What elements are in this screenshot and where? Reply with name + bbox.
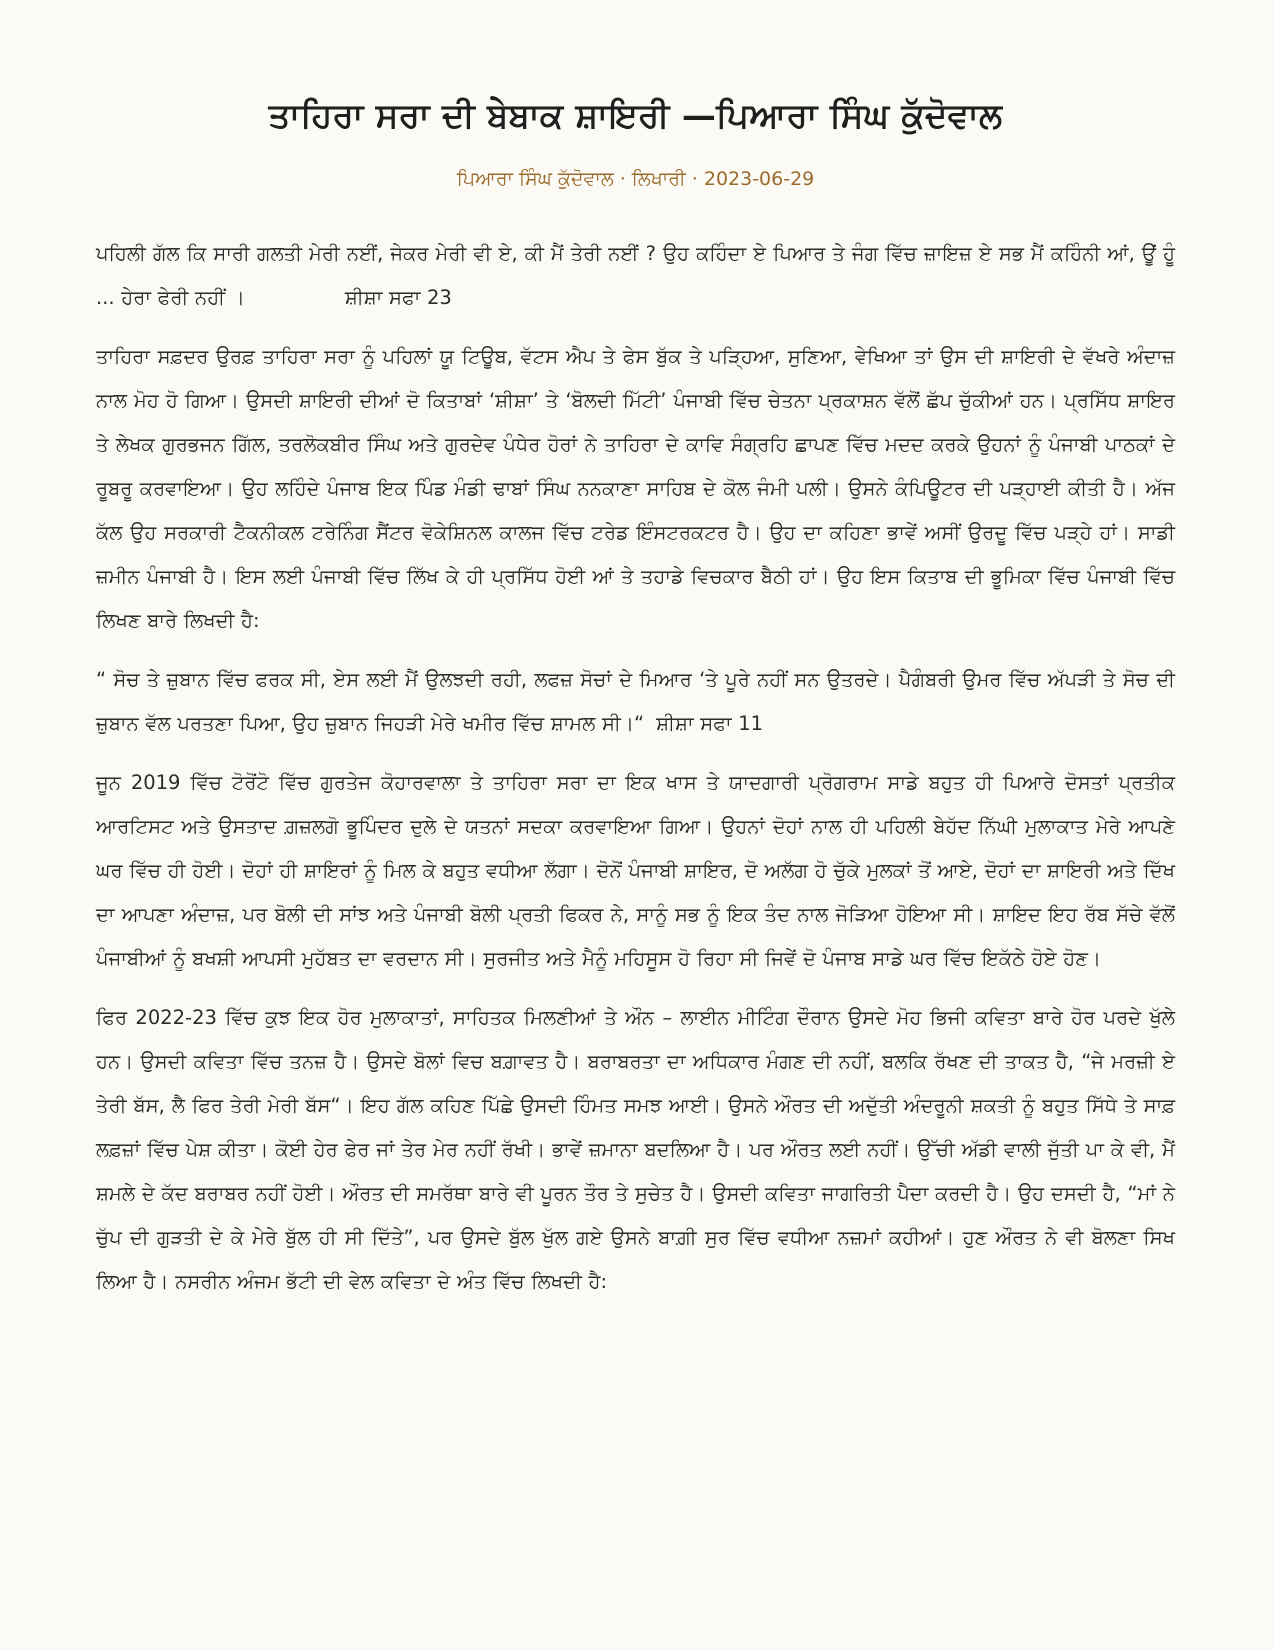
paragraph-toronto-meeting: ਜੂਨ 2019 ਵਿੱਚ ਟੋਰੋਂਟੋ ਵਿੱਚ ਗੁਰਤੇਜ ਕੋਹਾਰਵਾਲਾ ਤੇ ਤਾਹਿਰਾ ਸਰਾ ਦਾ ਇਕ ਖਾਸ ਤੇ ਯਾਦਗਾਰੀ ਪ੍ਰੋਗਰਾਮ ਸਾਡੇ ਬਹੁਤ ਹੀ ਪਿਆਰੇ ਦੋਸਤਾਂ ਪ੍ਰਤੀਕ ਆਰਟਿਸਟ ਅਤੇ ਉਸਤਾਦ ਗ਼ਜ਼ਲਗੋ ਭੂਪਿੰਦਰ ਦੁਲੇ ਦੇ ਯਤਨਾਂ ਸਦਕਾ ਕਰਵਾਇਆ ਗਿਆ। ਉਹਨਾਂ ਦੋਹਾਂ ਨਾਲ ਹੀ ਪਹਿਲੀ ਬੇਹੱਦ ਨਿੱਘੀ ਮੁਲਾਕਾਤ ਮੇਰੇ ਆਪਣੇ ਘਰ ਵਿੱਚ ਹੀ ਹੋਈ। ਦੋਹਾਂ ਹੀ ਸ਼ਾਇਰਾਂ ਨੂੰ ਮਿਲ ਕੇ ਬਹੁਤ ਵਧੀਆ ਲੱਗਾ। ਦੋਨੋਂ ਪੰਜਾਬੀ ਸ਼ਾਇਰ, ਦੋ ਅਲੱਗ ਹੋ ਚੁੱਕੇ ਮੁਲਕਾਂ ਤੋਂ ਆਏ, ਦੋਹਾਂ ਦਾ ਸ਼ਾਇਰੀ ਅਤੇ ਦਿੱਖ ਦਾ ਆਪਣਾ ਅੰਦਾਜ਼, ਪਰ ਬੋਲੀ ਦੀ ਸਾਂਝ ਅਤੇ ਪੰਜਾਬੀ ਬੋਲੀ ਪ੍ਰਤੀ ਫਿਕਰ ਨੇ, ਸਾਨੂੰ ਸਭ ਨੂੰ ਇਕ ਤੰਦ ਨਾਲ ਜੋੜਿਆ ਹੋਇਆ ਸੀ। ਸ਼ਾਇਦ ਇਹ ਰੱਬ ਸੱਚੇ ਵੱਲੋਂ ਪੰਜਾਬੀਆਂ ਨੂੰ ਬਖਸ਼ੀ ਆਪਸੀ ਮੁਹੱਬਤ ਦਾ ਵਰਦਾਨ ਸੀ। ਸੁਰਜੀਤ ਅਤੇ ਮੈਨੂੰ ਮਹਿਸੂਸ ਹੋ ਰਿਹਾ ਸੀ ਜਿਵੇਂ ਦੋ ਪੰਜਾਬ ਸਾਡੇ ਘਰ ਵਿੱਚ ਇਕੱਠੇ ਹੋਏ ਹੋਣ।: [96, 771, 1175, 970]
paragraph-introduction: ਤਾਹਿਰਾ ਸਫ਼ਦਰ ਉਰਫ਼ ਤਾਹਿਰਾ ਸਰਾ ਨੂੰ ਪਹਿਲਾਂ ਯੂ ਟਿਊਬ, ਵੱਟਸ ਐਪ ਤੇ ਫੇਸ ਬੁੱਕ ਤੇ ਪੜ੍ਹਿਆ, ਸੁਣਿਆ, ਵੇਖਿਆ ਤਾਂ ਉਸ ਦੀ ਸ਼ਾਇਰੀ ਦੇ ਵੱਖਰੇ ਅੰਦਾਜ਼ ਨਾਲ ਮੋਹ ਹੋ ਗਿਆ। ਉਸਦੀ ਸ਼ਾਇਰੀ ਦੀਆਂ ਦੋ ਕਿਤਾਬਾਂ ‘ਸ਼ੀਸ਼ਾ’ ਤੇ ‘ਬੋਲਦੀ ਮਿੱਟੀ’ ਪੰਜਾਬੀ ਵਿੱਚ ਚੇਤਨਾ ਪ੍ਰਕਾਸ਼ਨ ਵੱਲੋਂ ਛੱਪ ਚੁੱਕੀਆਂ ਹਨ। ਪ੍ਰਸਿੱਧ ਸ਼ਾਇਰ ਤੇ ਲੇਖਕ ਗੁਰਭਜਨ ਗਿੱਲ, ਤਰਲੋਕਬੀਰ ਸਿੰਘ ਅਤੇ ਗੁਰਦੇਵ ਪੰਧੇਰ ਹੋਰਾਂ ਨੇ ਤਾਹਿਰਾ ਦੇ ਕਾਵਿ ਸੰਗ੍ਰਹਿ ਛਾਪਣ ਵਿੱਚ ਮਦਦ ਕਰਕੇ ਉਹਨਾਂ ਨੂੰ ਪੰਜਾਬੀ ਪਾਠਕਾਂ ਦੇ ਰੂਬਰੂ ਕਰਵਾਇਆ। ਉਹ ਲਹਿੰਦੇ ਪੰਜਾਬ ਇਕ ਪਿੰਡ ਮੰਡੀ ਢਾਬਾਂ ਸਿੰਘ ਨਨਕਾਣਾ ਸਾਹਿਬ ਦੇ ਕੋਲ ਜੰਮੀ ਪਲੀ। ਉਸਨੇ ਕੰਪਿਊਟਰ ਦੀ ਪੜ੍ਹਾਈ ਕੀਤੀ ਹੈ। ਅੱਜ ਕੱਲ ਉਹ ਸਰਕਾਰੀ ਟੈਕਨੀਕਲ ਟਰੇਨਿੰਗ ਸੈਂਟਰ ਵੋਕੇਸ਼ਿਨਲ ਕਾਲਜ ਵਿੱਚ ਟਰੇਡ ਇੰਸਟਰਕਟਰ ਹੈ। ਉਹ ਦਾ ਕਹਿਣਾ ਭਾਵੇਂ ਅਸੀਂ ਉਰਦੂ ਵਿੱਚ ਪੜ੍ਹੇ ਹਾਂ। ਸਾਡੀ ਜ਼ਮੀਨ ਪੰਜਾਬੀ ਹੈ। ਇਸ ਲਈ ਪੰਜਾਬੀ ਵਿੱਚ ਲਿੱਖ ਕੇ ਹੀ ਪ੍ਰਸਿੱਧ ਹੋਈ ਆਂ ਤੇ ਤਹਾਡੇ ਵਿਚਕਾਰ ਬੈਠੀ ਹਾਂ। ਉਹ ਇਸ ਕਿਤਾਬ ਦੀ ਭੂਮਿਕਾ ਵਿੱਚ ਪੰਜਾਬੀ ਵਿੱਚ ਲਿਖਣ ਬਾਰੇ ਲਿਖਦੀ ਹੈ:: [96, 345, 1175, 632]
quote-source: ਸ਼ੀਸ਼ਾ ਸਫਾ 11: [656, 712, 764, 735]
opening-verse-source: ਸ਼ੀਸ਼ਾ ਸਫਾ 23: [344, 286, 452, 309]
paragraph-opening-verse: [96, 232, 1175, 320]
paragraph-quote: [96, 658, 1175, 746]
paragraph-poetry-discussion: ਫਿਰ 2022-23 ਵਿੱਚ ਕੁਝ ਇਕ ਹੋਰ ਮੁਲਾਕਾਤਾਂ, ਸਾਹਿਤਕ ਮਿਲਣੀਆਂ ਤੇ ਔਨ – ਲਾਈਨ ਮੀਟਿੰਗ ਦੌਰਾਨ ਉਸਦੇ ਮੋਹ ਭਿਜੀ ਕਵਿਤਾ ਬਾਰੇ ਹੋਰ ਪਰਦੇ ਖੁੱਲੇ ਹਨ। ਉਸਦੀ ਕਵਿਤਾ ਵਿੱਚ ਤਨਜ਼ ਹੈ। ਉਸਦੇ ਬੋਲਾਂ ਵਿਚ ਬਗ਼ਾਵਤ ਹੈ। ਬਰਾਬਰਤਾ ਦਾ ਅਧਿਕਾਰ ਮੰਗਣ ਦੀ ਨਹੀਂ, ਬਲਕਿ ਰੱਖਣ ਦੀ ਤਾਕਤ ਹੈ, “ਜੇ ਮਰਜ਼ੀ ਏ ਤੇਰੀ ਬੱਸ, ਲੈ ਫਿਰ ਤੇਰੀ ਮੇਰੀ ਬੱਸ“। ਇਹ ਗੱਲ ਕਹਿਣ ਪਿੱਛੇ ਉਸਦੀ ਹਿੰਮਤ ਸਮਝ ਆਈ। ਉਸਨੇ ਔਰਤ ਦੀ ਅਦੁੱਤੀ ਅੰਦਰੂਨੀ ਸ਼ਕਤੀ ਨੂੰ ਬਹੁਤ ਸਿੱਧੇ ਤੇ ਸਾਫ਼ ਲਫ਼ਜ਼ਾਂ ਵਿੱਚ ਪੇਸ਼ ਕੀਤਾ। ਕੋਈ ਹੇਰ ਫੇਰ ਜਾਂ ਤੇਰ ਮੇਰ ਨਹੀਂ ਰੱਖੀ। ਭਾਵੇਂ ਜ਼ਮਾਨਾ ਬਦਲਿਆ ਹੈ। ਪਰ ਔਰਤ ਲਈ ਨਹੀਂ। ਉੱਚੀ ਅੱਡੀ ਵਾਲੀ ਜੁੱਤੀ ਪਾ ਕੇ ਵੀ, ਮੈਂ ਸ਼ਮਲੇ ਦੇ ਕੱਦ ਬਰਾਬਰ ਨਹੀਂ ਹੋਈ। ਔਰਤ ਦੀ ਸਮਰੱਥਾ ਬਾਰੇ ਵੀ ਪੂਰਨ ਤੌਰ ਤੇ ਸੁਚੇਤ ਹੈ। ਉਸਦੀ ਕਵਿਤਾ ਜਾਗਰਿਤੀ ਪੈਦਾ ਕਰਦੀ ਹੈ। ਉਹ ਦਸਦੀ ਹੈ, “ਮਾਂ ਨੇ ਚੁੱਪ ਦੀ ਗੁੜਤੀ ਦੇ ਕੇ ਮੇਰੇ ਬੁੱਲ ਹੀ ਸੀ ਦਿੱਤੇ”, ਪਰ ਉਸਦੇ ਬੁੱਲ ਖੁੱਲ ਗਏ ਉਸਨੇ ਬਾਗ਼ੀ ਸੁਰ ਵਿੱਚ ਵਧੀਆ ਨਜ਼ਮਾਂ ਕਹੀਆਂ। ਹੁਣ ਔਰਤ ਨੇ ਵੀ ਬੋਲਣਾ ਸਿਖ ਲਿਆ ਹੈ। ਨਸਰੀਨ ਅੰਜਮ ਭੱਟੀ ਦੀ ਵੇਲ ਕਵਿਤਾ ਦੇ ਅੰਤ ਵਿੱਚ ਲਿਖਦੀ ਹੈ:: [96, 1006, 1175, 1293]
article-byline: ਪਿਆਰਾ ਸਿੰਘ ਕੁੱਦੋਵਾਲ · ਲਿਖਾਰੀ · 2023-06-29: [456, 168, 815, 190]
quote-text: “ ਸੋਚ ਤੇ ਜ਼ੁਬਾਨ ਵਿੱਚ ਫਰਕ ਸੀ, ਏਸ ਲਈ ਮੈਂ ਉਲਝਦੀ ਰਹੀ, ਲਫਜ਼ ਸੋਚਾਂ ਦੇ ਮਿਆਰ ‘ਤੇ ਪੂਰੇ ਨਹੀਂ ਸਨ ਉਤਰਦੇ। ਪੈਗੰਬਰੀ ਉਮਰ ਵਿੱਚ ਅੱਪੜੀ ਤੇ ਸੋਚ ਦੀ ਜ਼ੁਬਾਨ ਵੱਲ ਪਰਤਣਾ ਪਿਆ, ਉਹ ਜ਼ੁਬਾਨ ਜਿਹੜੀ ਮੇਰੇ ਖਮੀਰ ਵਿੱਚ ਸ਼ਾਮਲ ਸੀ।“: [96, 668, 1175, 735]
opening-verse-text: ਪਹਿਲੀ ਗੱਲ ਕਿ ਸਾਰੀ ਗਲਤੀ ਮੇਰੀ ਨਈਂ, ਜੇਕਰ ਮੇਰੀ ਵੀ ਏ, ਕੀ ਮੈਂ ਤੇਰੀ ਨਈਂ ? ਉਹ ਕਹਿੰਦਾ ਏ ਪਿਆਰ ਤੇ ਜੰਗ ਵਿੱਚ ਜ਼ਾਇਜ਼ ਏ ਸਭ ਮੈਂ ਕਹਿੰਨੀ ਆਂ, ਊਂ ਹੂੰ ... ਹੇਰਾ ਫੇਰੀ ਨਹੀਂ ।: [96, 242, 1175, 309]
article-title: ਤਾਹਿਰਾ ਸਰਾ ਦੀ ਬੇਬਾਕ ਸ਼ਾਇਰੀ —ਪਿਆਰਾ ਸਿੰਘ ਕੁੱਦੋਵਾਲ: [268, 96, 1003, 136]
